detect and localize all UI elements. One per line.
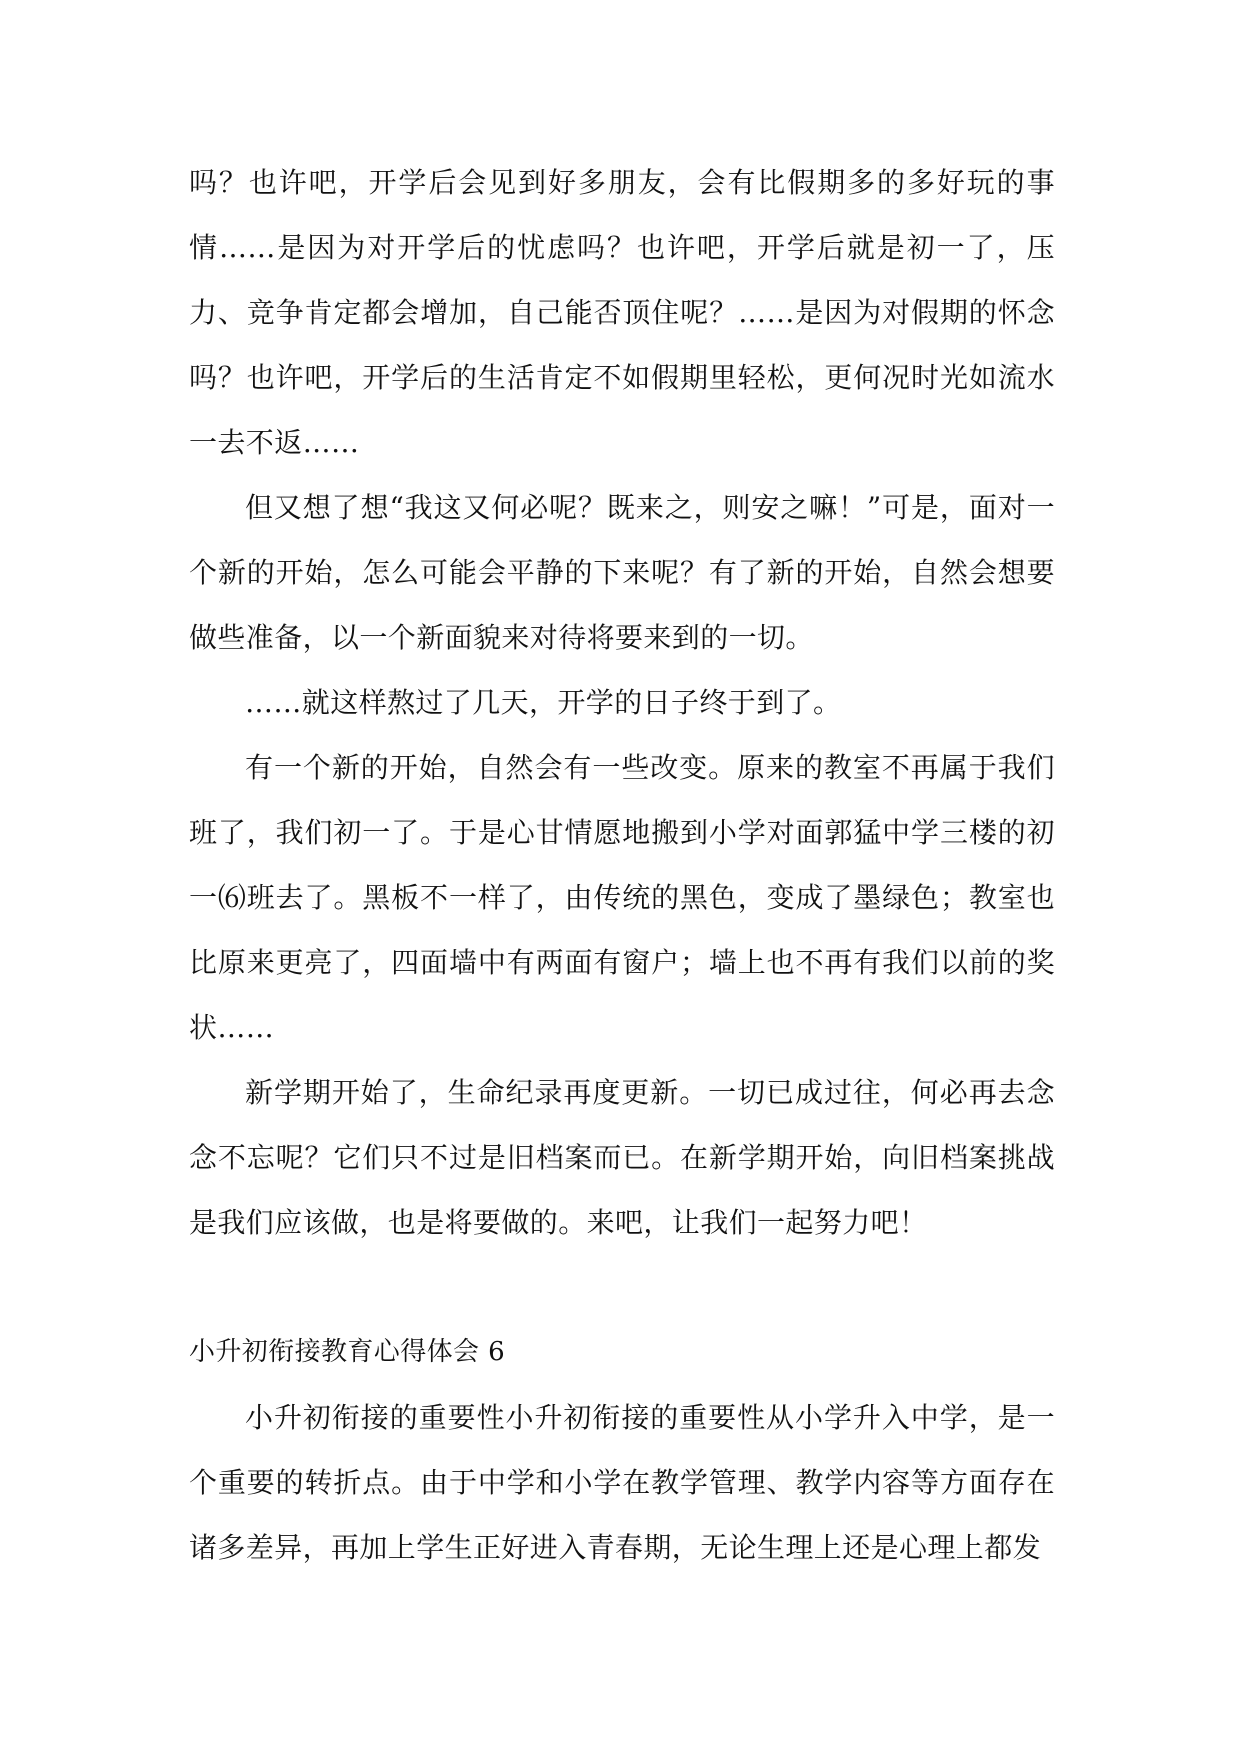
section-heading: 小升初衔接教育心得体会 6 — [189, 1337, 506, 1367]
paragraph-continued: 吗？也许吧，开学后会见到好多朋友，会有比假期多的多好玩的事情……是因为对开学后的忧虑吗？也许吧，开学后就是初一了，压力、竞争肯定都会增加，自己能否顶住呢？……是因为对假期的怀念吗？也许吧，开学后的生活肯定不如假期里轻松，更何况时光如流水一去不返…… — [189, 166, 1055, 459]
paragraph: 小升初衔接的重要性小升初衔接的重要性从小学升入中学，是一个重要的转折点。由于中学和小学在教学管理、教学内容等方面存在诸多差异，再加上学生正好进入青春期，无论生理上还是心理上都发 — [189, 1401, 1055, 1564]
paragraph: 但又想了想“我这又何必呢？既来之，则安之嘛！”可是，面对一个新的开始，怎么可能会平静的下来呢？有了新的开始，自然会想要做些准备，以一个新面貌来对待将要来到的一切。 — [189, 491, 1055, 654]
paragraph: ……就这样熬过了几天，开学的日子终于到了。 — [245, 686, 842, 719]
document-body — [189, 150, 1055, 1580]
paragraph: 有一个新的开始，自然会有一些改变。原来的教室不再属于我们班了，我们初一了。于是心甘情愿地搬到小学对面郭猛中学三楼的初一⑹班去了。黑板不一样了，由传统的黑色，变成了墨绿色；教室也比原来更亮了，四面墙中有两面有窗户；墙上也不再有我们以前的奖状…… — [189, 751, 1055, 1044]
paragraph: 新学期开始了，生命纪录再度更新。一切已成过往，何必再去念念不忘呢？它们只不过是旧档案而已。在新学期开始，向旧档案挑战是我们应该做，也是将要做的。来吧，让我们一起努力吧！ — [189, 1076, 1055, 1239]
